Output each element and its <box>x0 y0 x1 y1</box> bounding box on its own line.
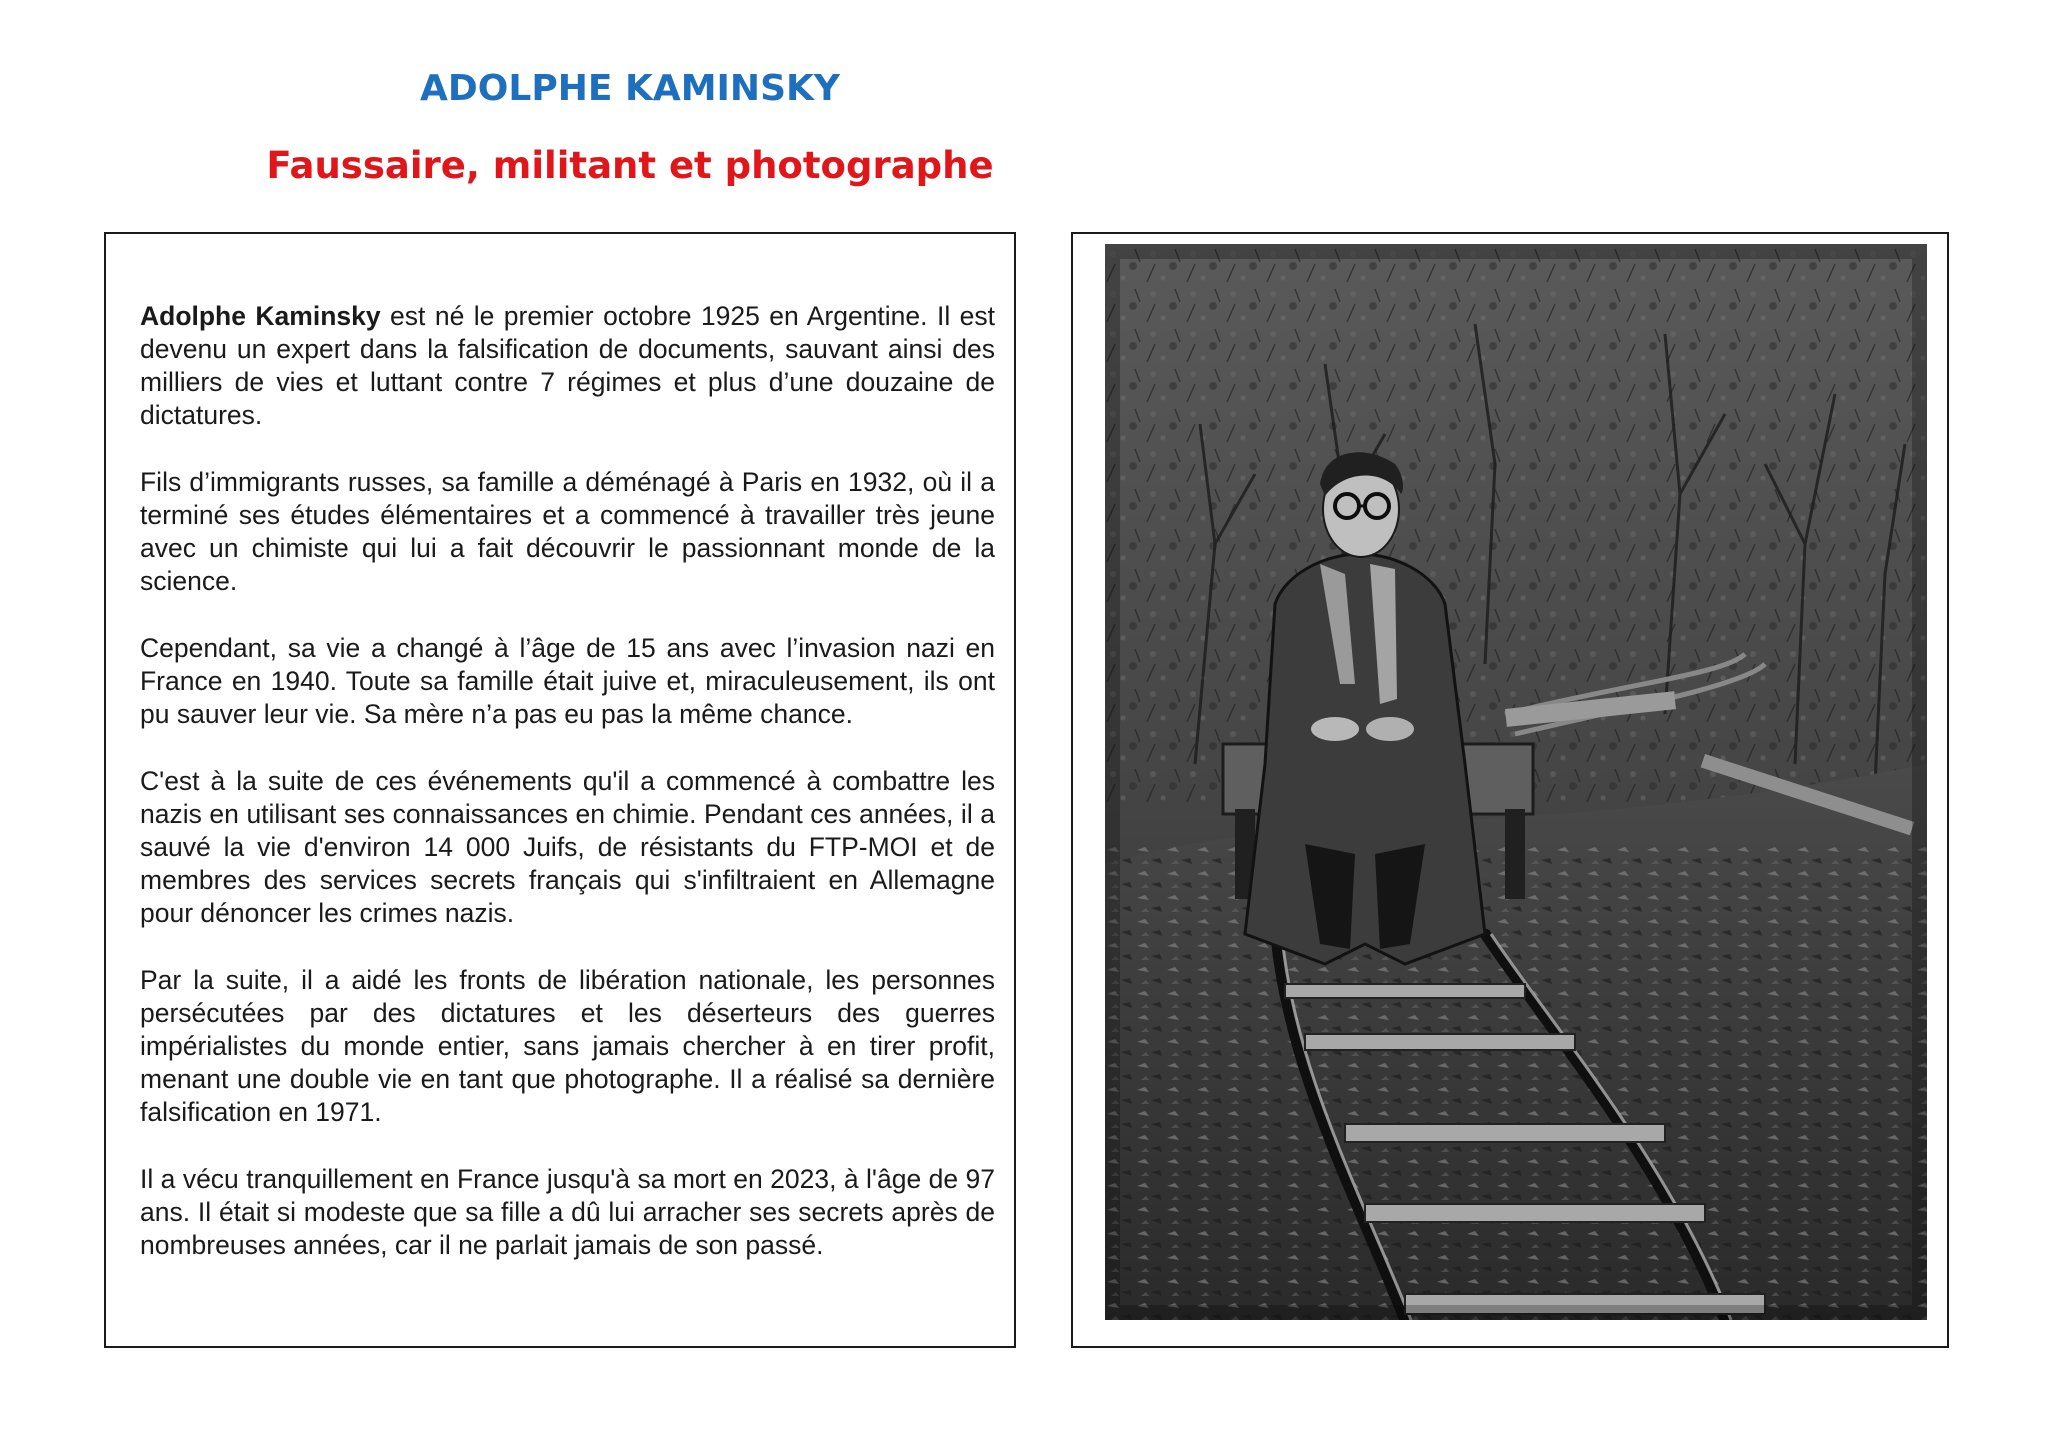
paragraph-birth-text: est né le premier octobre 1925 en Argentine. Il est devenu un expert dans la falsification de documents, sauvant ainsi des milliers de vies et luttant contre 7 régimes et plus d’une douzaine de dictatures. <box>140 301 995 430</box>
page-title: ADOLPHE KAMINSKY <box>420 68 840 109</box>
paragraph-later-life: Il a vécu tranquillement en France jusqu'à sa mort en 2023, à l'âge de 97 ans. Il était si modeste que sa fille a dû lui arracher ses secrets après de nombreuses années, car il ne parlait jamais de son passé. <box>140 1164 995 1260</box>
paragraph-birth <box>140 300 995 432</box>
biography-text-box <box>104 232 1016 1348</box>
paragraph-invasion: Cependant, sa vie a changé à l’âge de 15 ans avec l’invasion nazi en France en 1940. Toute sa famille était juive et, miraculeusement, ils ont pu sauver leur vie. Sa mère n’a pas eu pas la même chance. <box>140 633 995 729</box>
paragraph-resistance: C'est à la suite de ces événements qu'il a commencé à combattre les nazis en utilisant ses connaissances en chimie. Pendant ces années, il a sauvé la vie d'environ 14 000 Juifs, de résistants du FTP-MOI et de membres des services secrets français qui s'infiltraient en Allemagne pour dénoncer les crimes nazis. <box>140 766 995 928</box>
photo-frame <box>1071 232 1949 1348</box>
paragraph-liberation: Par la suite, il a aidé les fronts de libération nationale, les personnes persécutées par des dictatures et les déserteurs des guerres impérialistes du monde entier, sans jamais chercher à en tirer profit, menant une double vie en tant que photographe. Il a réalisé sa dernière falsification en 1971. <box>140 965 995 1127</box>
paragraph-family: Fils d’immigrants russes, sa famille a déménagé à Paris en 1932, où il a terminé ses études élémentaires et a commencé à travailler très jeune avec un chimiste qui lui a fait découvrir le passionnant monde de la science. <box>140 467 995 596</box>
portrait-photo <box>1105 244 1927 1320</box>
biography-text <box>140 300 995 1296</box>
page-subtitle: Faussaire, militant et photographe <box>266 144 994 187</box>
person-name: Adolphe Kaminsky <box>140 301 381 331</box>
portrait-photo-illustration <box>1105 244 1927 1320</box>
